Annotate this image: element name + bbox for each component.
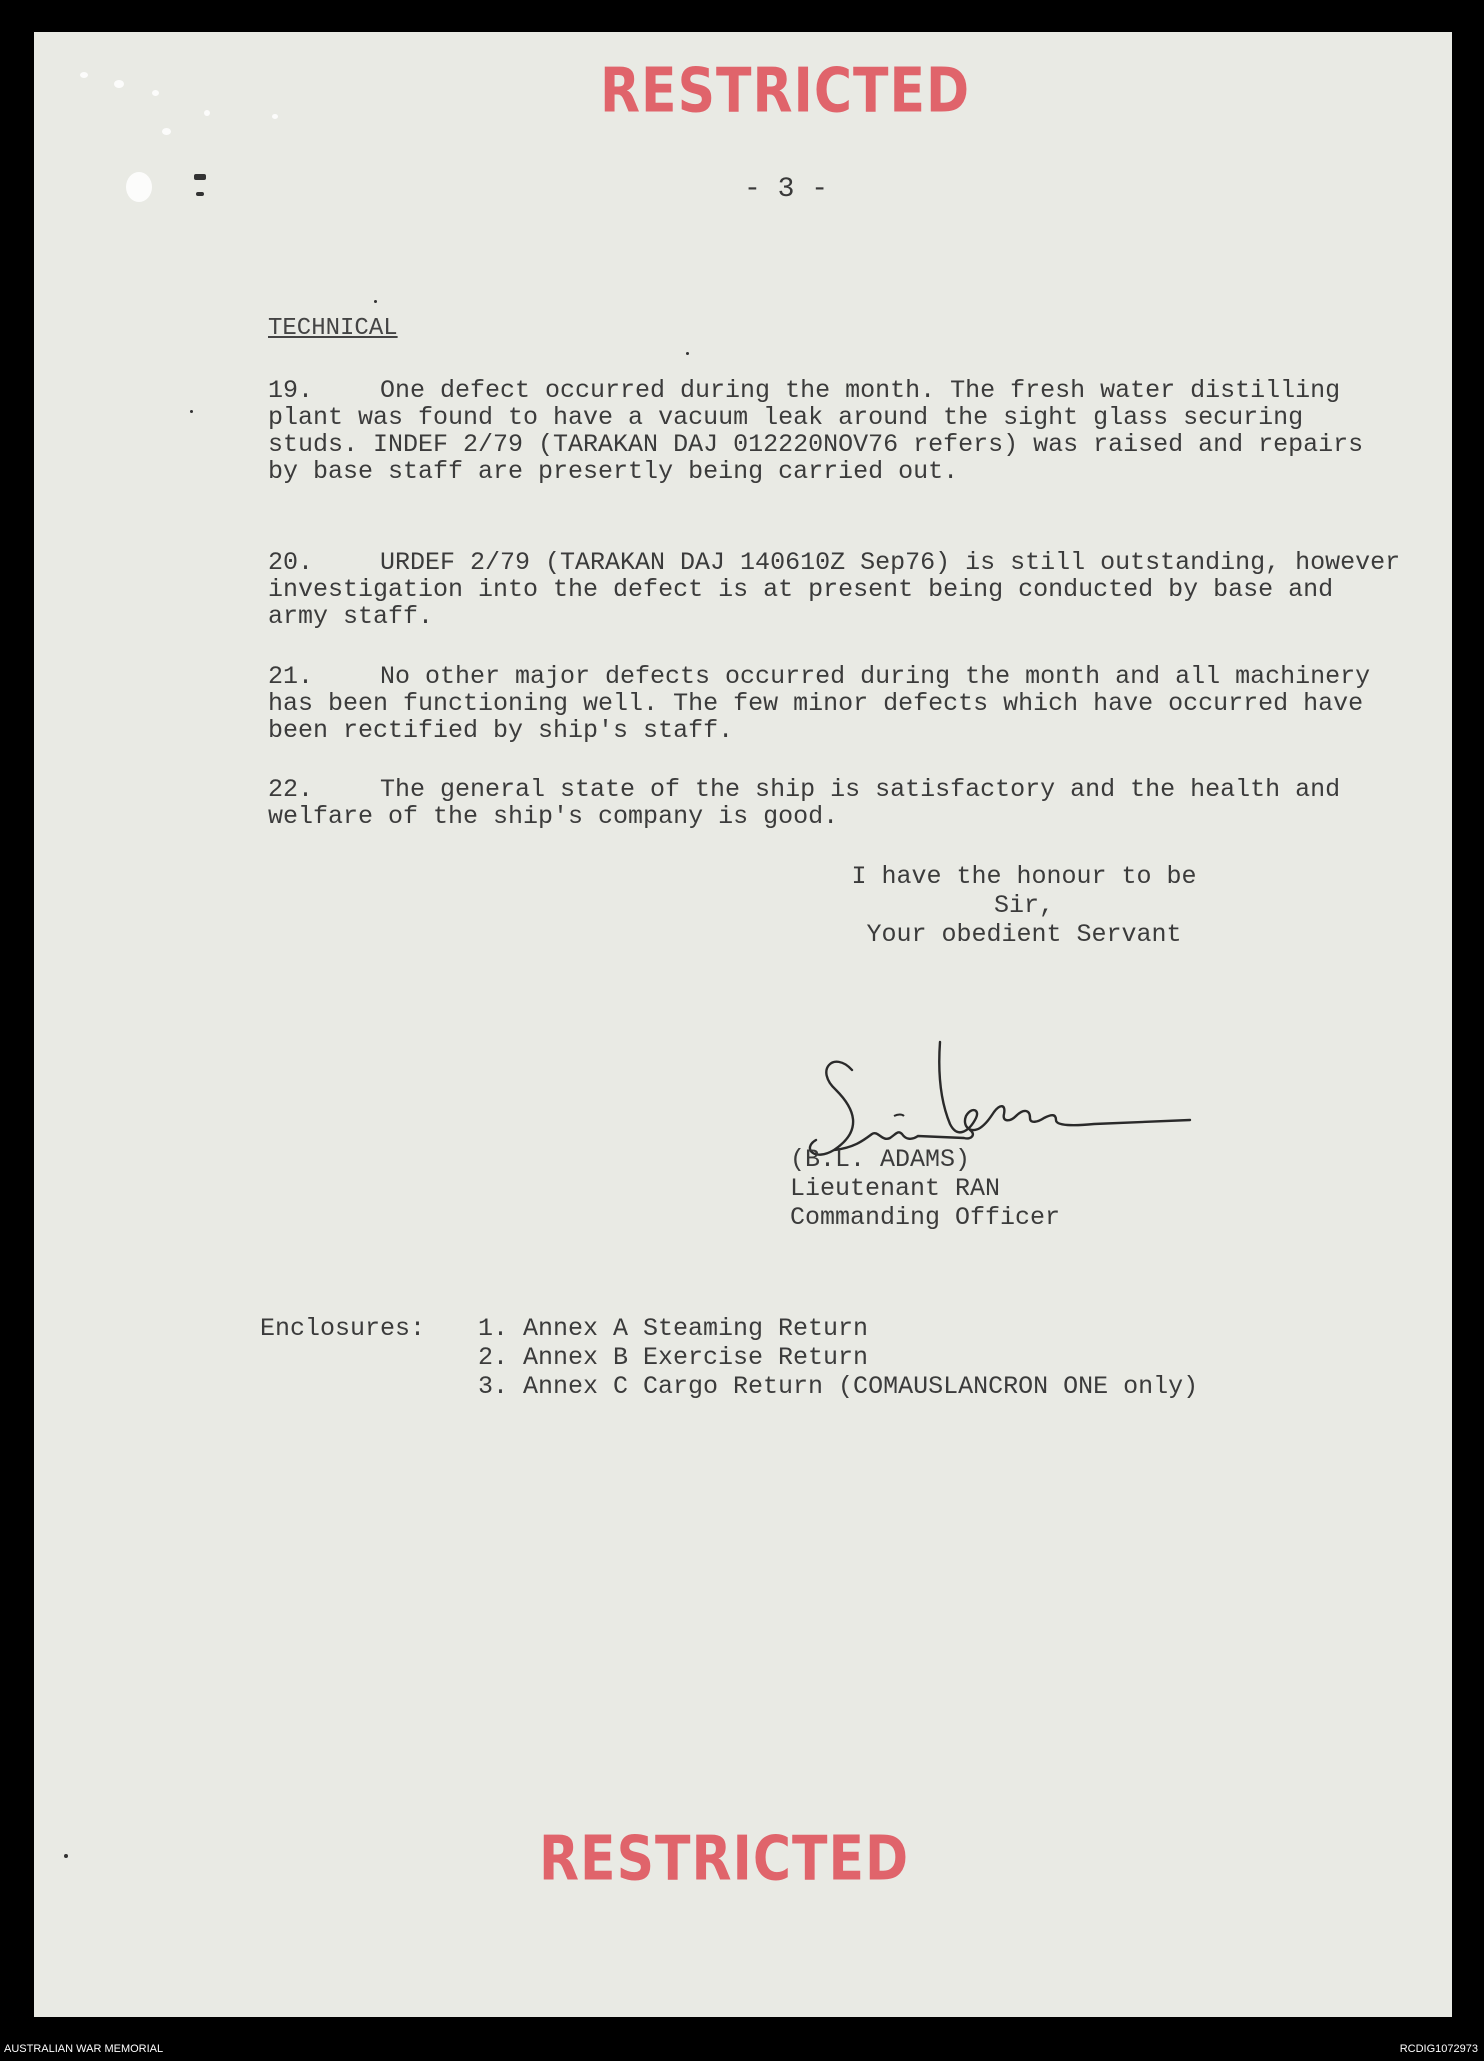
paragraph-number: 21. [268, 662, 314, 691]
closing-salutation [804, 862, 1244, 949]
enclosures-label: Enclosures: [260, 1314, 426, 1343]
signature-block [790, 1145, 1060, 1232]
signatory-title: Commanding Officer [790, 1203, 1061, 1232]
restricted-stamp-bottom: RESTRICTED [539, 1824, 910, 1895]
paper-speck [204, 110, 210, 116]
paper-speck [162, 128, 171, 135]
list-item: 1. Annex A Steaming Return [478, 1314, 869, 1343]
paragraph-number: 22. [268, 775, 314, 804]
document-page [34, 32, 1452, 2017]
paragraph-text: The general state of the ship is satisfactory and the health and welfare of the ship's company is good. [268, 775, 1341, 831]
paragraph-text: One defect occurred during the month. The fresh water distilling plant was found to have a vacuum leak around the sight glass securing studs. INDEF 2/79 (TARAKAN DAJ 012220NOV76 refers) was raised and repairs by base staff are presertly being carried out. [268, 376, 1364, 486]
closing-line: Sir, [993, 891, 1054, 920]
paragraph-number: 20. [268, 548, 314, 577]
paragraph-19 [268, 377, 1408, 485]
paragraph-number: 19. [268, 376, 314, 405]
paragraph-text: URDEF 2/79 (TARAKAN DAJ 140610Z Sep76) is still outstanding, however investigation into the defect is at present being conducted by base and army staff. [268, 548, 1401, 631]
section-heading: TECHNICAL [268, 315, 398, 342]
paper-mark [190, 410, 193, 413]
signatory-name: (B.L. ADAMS) [790, 1145, 971, 1174]
paragraph-21 [268, 663, 1408, 744]
list-item: 2. Annex B Exercise Return [478, 1343, 869, 1372]
paragraph-22 [268, 776, 1408, 830]
archive-id: RCDIG1072973 [1399, 2043, 1478, 2055]
paper-mark [374, 300, 377, 303]
paper-speck [272, 114, 278, 119]
enclosures-list [478, 1314, 1198, 1401]
paragraph-20 [268, 549, 1408, 630]
paper-mark [686, 352, 689, 355]
paper-speck [126, 172, 152, 202]
closing-line: Your obedient Servant [866, 920, 1182, 949]
page-number: - 3 - [744, 174, 829, 205]
archive-credit: AUSTRALIAN WAR MEMORIAL [4, 2043, 164, 2055]
paper-speck [114, 80, 124, 88]
paragraph-text: No other major defects occurred during the month and all machinery has been functioning well. The few minor defects which have occurred have been rectified by ship's staff. [268, 662, 1371, 745]
paper-speck [80, 72, 88, 78]
closing-line: I have the honour to be [851, 862, 1197, 891]
signatory-rank: Lieutenant RAN [790, 1174, 1001, 1203]
paper-speck [152, 90, 159, 96]
paper-mark [64, 1854, 68, 1858]
restricted-stamp-top: RESTRICTED [600, 56, 971, 127]
paper-mark [196, 192, 204, 196]
list-item: 3. Annex C Cargo Return (COMAUSLANCRON ONE only) [478, 1372, 1199, 1401]
paper-mark [194, 174, 206, 180]
